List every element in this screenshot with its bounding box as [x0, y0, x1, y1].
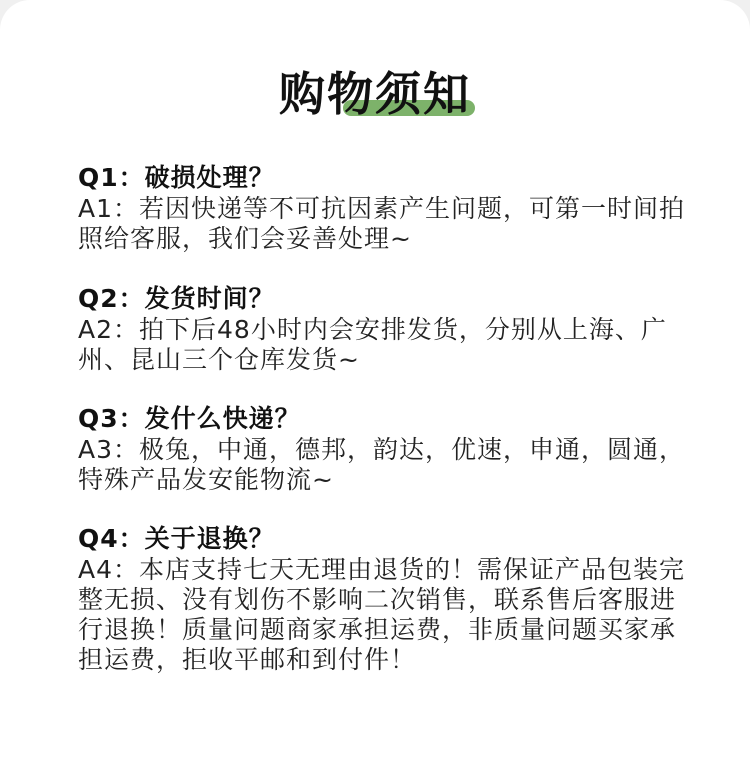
page-title: 购物须知: [279, 67, 471, 121]
title-area: [0, 62, 750, 126]
faq-answer-1: A1：若因快递等不可抗因素产生问题，可第一时间拍照给客服，我们会妥善处理~: [78, 194, 686, 253]
faq-question-3: Q3：发什么快递？: [78, 404, 301, 433]
faq-item-4: [78, 523, 688, 675]
faq-item-2: [78, 283, 688, 375]
faq-item-3: [78, 403, 688, 495]
faq-question-4: Q4：关于退换？: [78, 524, 275, 553]
faq-question-1: Q1：破损处理？: [78, 163, 275, 192]
faq-item-1: [78, 162, 688, 254]
faq-answer-4: A4：本店支持七天无理由退货的！需保证产品包装完整无损、没有划伤不影响二次销售，联系售后客服进行退换！质量问题商家承担运费，非质量问题买家承担运费，拒收平邮和到付件！: [78, 555, 686, 674]
faq-question-2: Q2：发货时间？: [78, 284, 275, 313]
faq-answer-2: A2：拍下后48小时内会安排发货，分别从上海、广州、昆山三个仓库发货~: [78, 315, 667, 374]
faq-answer-3: A3：极兔，中通，德邦，韵达，优速，申通，圆通，特殊产品发安能物流~: [78, 435, 686, 494]
